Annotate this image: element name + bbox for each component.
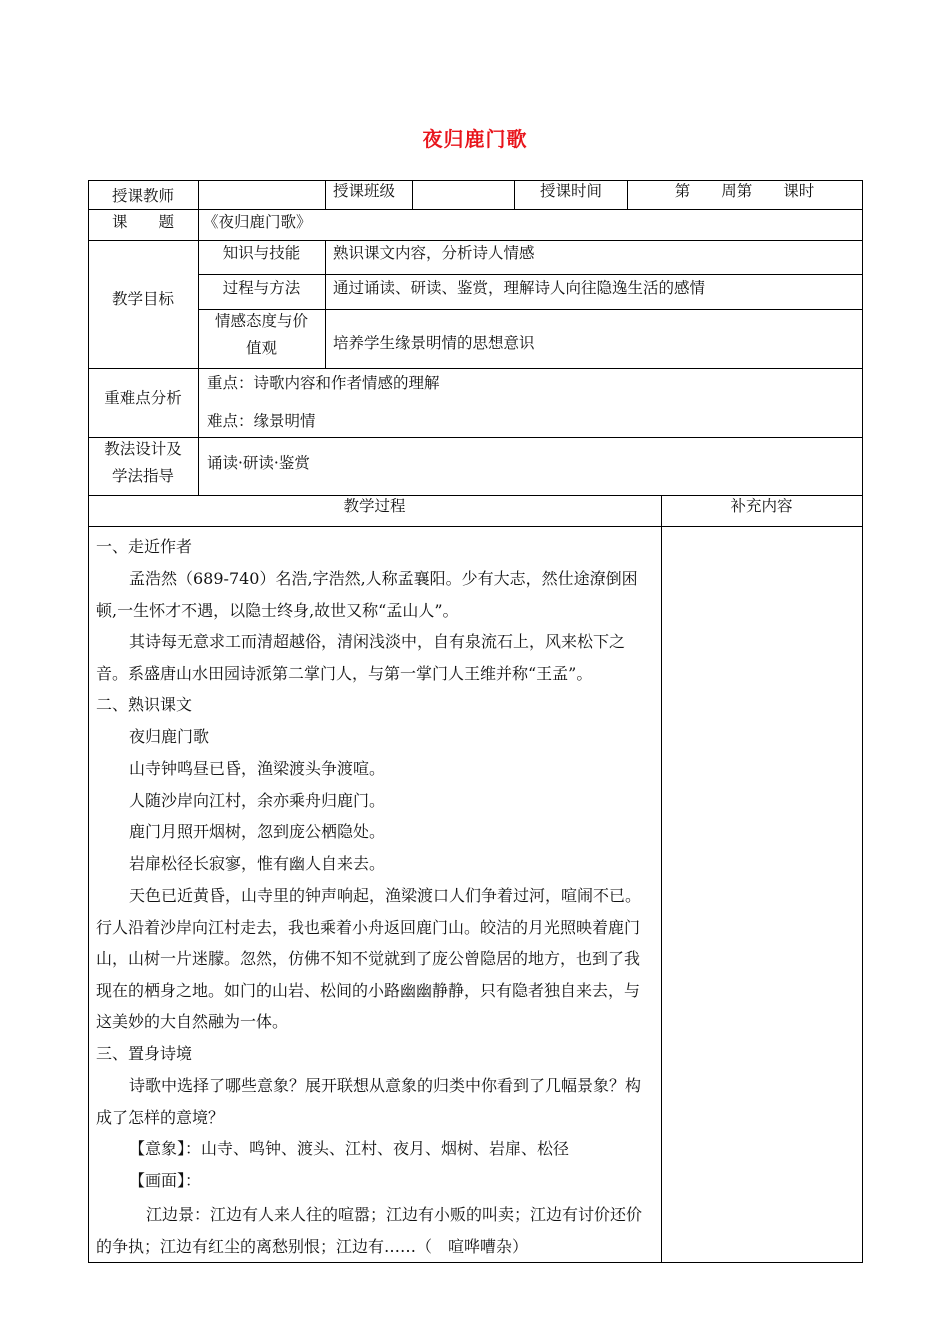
table-rule <box>514 180 515 210</box>
river-scene: 江边景：江边有人来人往的喧嚣；江边有小贩的叫卖；江边有讨价还价的争执；江边有红尘的离愁别恨；江边有……（ 喧哗嘈杂） <box>96 1205 643 1256</box>
poem-title: 夜归鹿门歌 <box>129 727 210 746</box>
poem-line: 岩扉松径长寂寥，惟有幽人自来去。 <box>129 854 386 873</box>
table-rule <box>88 437 863 438</box>
poem-line: 鹿门月照开烟树，忽到庞公栖隐处。 <box>129 822 386 841</box>
process-header: 教学过程 <box>343 497 406 515</box>
imagery-list: 【意象】：山寺、鸣钟、渡头、江村、夜月、烟树、岩扉、松径 <box>129 1139 570 1158</box>
section-heading: 一、走近作者 <box>96 537 193 556</box>
table-rule <box>325 240 326 369</box>
poem-line: 山寺钟鸣昼已昏，渔梁渡头争渡喧。 <box>129 759 386 778</box>
objective-name: 知识与技能 <box>222 244 301 262</box>
method-label-line1: 教法设计及 <box>104 440 182 458</box>
method-label-line2: 学法指导 <box>111 467 174 485</box>
table-rule <box>88 240 863 241</box>
table-border-bottom <box>88 1262 863 1263</box>
section-heading: 三、置身诗境 <box>96 1044 193 1063</box>
key-difficulty: 难点：缘景明情 <box>207 412 316 430</box>
author-intro: 孟浩然（689-740）名浩,字浩然,人称孟襄阳。少有大志，然仕途潦倒困顿,一生怀才不遇，以隐士终身,故世又称“孟山人”。 <box>96 569 638 620</box>
table-rule <box>661 495 662 1263</box>
topic-value: 《夜归鹿门歌》 <box>203 213 312 231</box>
objectives-label: 教学目标 <box>111 290 174 308</box>
table-rule <box>88 368 863 369</box>
poem-translation: 天色已近黄昏，山寺里的钟声响起，渔梁渡口人们争着过河，喧闹不已。行人沿着沙岸向江村走去，我也乘着小舟返回鹿门山。皎洁的月光照映着鹿门山，山树一片迷朦。忽然，仿佛不知不觉就到了庞公曾隐居的地方，也到了我现在的栖身之地。如门的山岩、松间的小路幽幽静静，只有隐者独自来去，与这美妙的大自然融为一体。 <box>96 886 642 1031</box>
table-rule <box>198 309 863 310</box>
table-border-right <box>862 180 863 1263</box>
supplement-header: 补充内容 <box>730 497 793 515</box>
topic-label: 课 题 <box>111 213 174 231</box>
picture-label: 【画面】： <box>129 1171 202 1190</box>
key-points-label: 重难点分析 <box>104 389 182 407</box>
table-border-left <box>88 180 89 1263</box>
table-rule <box>88 209 863 210</box>
teacher-label: 授课教师 <box>111 187 174 205</box>
class-label: 授课班级 <box>333 182 396 200</box>
page-title: 夜归鹿门歌 <box>422 127 528 151</box>
time-value: 第 周第 课时 <box>674 182 815 200</box>
table-rule <box>325 180 326 210</box>
objective-name-line2: 值观 <box>245 339 277 357</box>
objective-value: 熟识课文内容，分析诗人情感 <box>333 244 535 262</box>
objective-value: 培养学生缘景明情的思想意识 <box>333 334 535 352</box>
objective-name: 过程与方法 <box>222 279 301 297</box>
method-value: 诵读·研读·鉴赏 <box>207 454 310 472</box>
section-heading: 二、熟识课文 <box>96 695 193 714</box>
author-style: 其诗每无意求工而清超越俗，清闲浅淡中，自有泉流石上，风来松下之音。系盛唐山水田园诗派第二掌门人，与第一掌门人王维并称“王孟”。 <box>96 632 626 683</box>
poem-line: 人随沙岸向江村，余亦乘舟归鹿门。 <box>129 791 386 810</box>
objective-value: 通过诵读、研读、鉴赏，理解诗人向往隐逸生活的感情 <box>333 279 706 297</box>
table-rule <box>88 526 863 527</box>
guiding-question: 诗歌中选择了哪些意象？展开联想从意象的归类中你看到了几幅景象？构成了怎样的意境？ <box>96 1076 642 1127</box>
time-label: 授课时间 <box>540 182 603 200</box>
objective-name-line1: 情感态度与价 <box>214 312 308 330</box>
key-focus: 重点：诗歌内容和作者情感的理解 <box>207 374 440 392</box>
table-rule <box>412 180 413 210</box>
table-rule <box>198 274 863 275</box>
